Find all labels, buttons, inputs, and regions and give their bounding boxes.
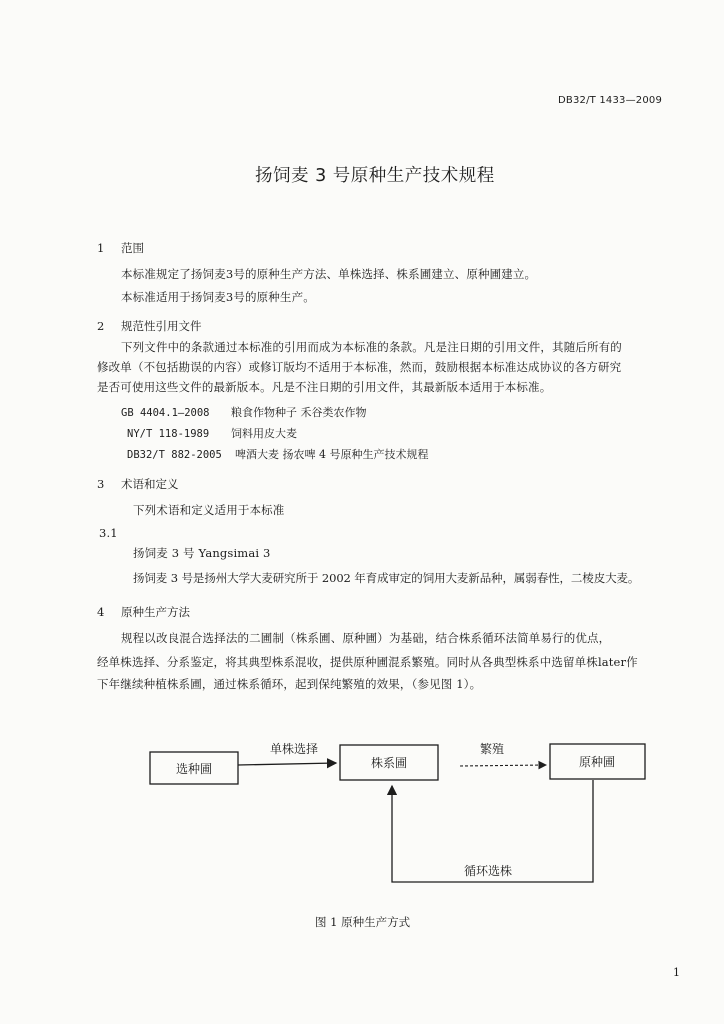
arrow-label-single-plant-selection: 单株选择 [269,742,319,756]
section-4-line-1: 规程以改良混合选择法的二圃制（株系圃、原种圃）为基础，结合株系循环法简单易行的优点， [121,631,611,645]
reference-3-code: DB32/T 882-2005 [127,449,222,461]
arrow-label-cycle-selection: 循环选株 [463,864,513,878]
term-definition: 扬饲麦 3 号是扬州大学大麦研究所于 2002 年育成审定的饲用大麦新品种，属弱春性，二棱皮大麦。 [133,571,640,585]
section-3-intro: 下列术语和定义适用于本标准 [133,503,285,517]
section-3-title: 术语和定义 [121,477,179,491]
section-2-line-2: 修改单（不包括勘误的内容）或修订版均不适用于本标准，然而，鼓励根据本标准达成协议的各方研究 [97,360,622,374]
section-1-title: 范围 [121,241,144,255]
section-1-line-2: 本标准适用于扬饲麦3号的原种生产。 [121,290,315,304]
box-label-original-seed-nursery: 原种圃 [578,755,616,769]
reference-1-name: 粮食作物种子 禾谷类农作物 [231,406,367,419]
arrow-label-propagation: 繁殖 [479,742,505,756]
standard-code: DB32/T 1433—2009 [558,95,663,106]
section-2-title: 规范性引用文件 [121,319,202,333]
term-title: 扬饲麦 3 号 Yangsimai 3 [133,546,271,560]
reference-1-code: GB 4404.1—2008 [121,407,210,419]
section-4-number: 4 [97,605,105,619]
section-2-line-3: 是否可使用这些文件的最新版本。凡是不注日期的引用文件，其最新版本适用于本标准。 [97,380,552,394]
box-label-selection-nursery: 选种圃 [175,762,213,776]
arrow-propagation [460,765,546,766]
document-title: 扬饲麦 3 号原种生产技术规程 [255,166,495,186]
section-4-title: 原种生产方法 [121,605,190,619]
arrow-single-plant-selection [238,763,336,765]
section-1-number: 1 [97,241,105,255]
section-2-line-1: 下列文件中的条款通过本标准的引用而成为本标准的条款。凡是注日期的引用文件，其随后所有的 [121,340,622,354]
reference-2-code: NY/T 118-1989 [127,428,210,440]
reference-3-name: 啤酒大麦 扬农啤 4 号原种生产技术规程 [235,448,429,461]
section-3-number: 3 [97,477,105,491]
section-1-line-1: 本标准规定了扬饲麦3号的原种生产方法、单株选择、株系圃建立、原种圃建立。 [121,267,537,281]
page-number: 1 [673,966,680,979]
section-2-number: 2 [97,319,105,333]
box-label-line-nursery: 株系圃 [370,756,408,770]
figure-caption: 图 1 原种生产方式 [315,915,411,929]
section-4-line-3: 下年继续种植株系圃，通过株系循环，起到保纯繁殖的效果，（参见图 1）。 [97,677,482,691]
section-4-line-2: 经单株选择、分系鉴定，将其典型株系混收，提供原种圃混系繁殖。同时从各典型株系中选留单株later作 [97,655,638,669]
section-3-1-number: 3.1 [99,526,118,540]
reference-2-name: 饲料用皮大麦 [231,427,297,440]
